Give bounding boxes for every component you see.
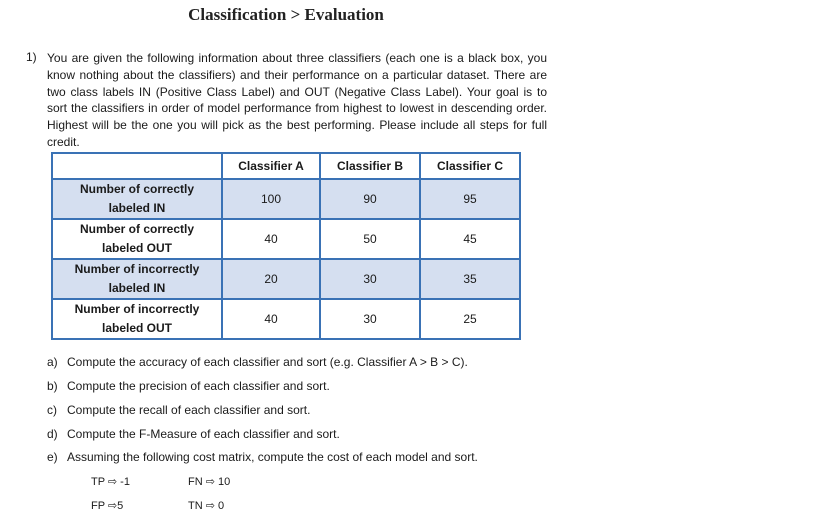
table-row xyxy=(52,179,520,219)
table-cell: 100 xyxy=(222,179,320,219)
table-cell: 45 xyxy=(420,219,520,259)
table-corner-cell xyxy=(52,153,222,179)
table-cell: 30 xyxy=(320,259,420,299)
subquestion-e: e) Assuming the following cost matrix, compute the cost of each model and sort. xyxy=(47,450,478,464)
table-cell: 20 xyxy=(222,259,320,299)
subquestion-a: a) Compute the accuracy of each classifier and sort (e.g. Classifier A > B > C). xyxy=(47,355,468,369)
table-row xyxy=(52,219,520,259)
table-row xyxy=(52,259,520,299)
header-classifier-a: Classifier A xyxy=(222,153,320,179)
header-classifier-c: Classifier C xyxy=(420,153,520,179)
cost-tn: TN ⇨ 0 xyxy=(188,500,225,512)
table-header-row xyxy=(52,153,520,179)
row-label: Number of incorrectly labeled OUT xyxy=(52,299,222,339)
classifier-table xyxy=(51,152,521,340)
question-number: 1) xyxy=(26,50,37,64)
table-cell: 95 xyxy=(420,179,520,219)
header-classifier-b: Classifier B xyxy=(320,153,420,179)
row-label: Number of correctly labeled OUT xyxy=(52,219,222,259)
question-text: You are given the following information about three classifiers (each one is a black box, you know nothing about the classifiers) and their performance on a particular dataset. There are two class labels IN (Positive Class Label) and OUT (Negative Class Label). Your goal is to sort the classifiers in order of model performance from highest to lowest in descending order. Highest will be the one you will pick as the best performing. Please include all steps for full credit. xyxy=(47,51,547,149)
row-label: Number of correctly labeled IN xyxy=(52,179,222,219)
table-cell: 90 xyxy=(320,179,420,219)
subquestion-d: d) Compute the F-Measure of each classifier and sort. xyxy=(47,427,340,441)
row-label: Number of incorrectly labeled IN xyxy=(52,259,222,299)
table-cell: 40 xyxy=(222,299,320,339)
table-cell: 25 xyxy=(420,299,520,339)
table-cell: 30 xyxy=(320,299,420,339)
subquestion-c: c) Compute the recall of each classifier and sort. xyxy=(47,403,311,417)
table-row xyxy=(52,299,520,339)
table-cell: 50 xyxy=(320,219,420,259)
cost-fp: FP ⇨5 xyxy=(91,500,124,512)
cost-fn: FN ⇨ 10 xyxy=(188,476,231,488)
table-cell: 35 xyxy=(420,259,520,299)
cost-tp: TP ⇨ -1 xyxy=(91,476,130,488)
table-cell: 40 xyxy=(222,219,320,259)
subquestion-b: b) Compute the precision of each classifier and sort. xyxy=(47,379,330,393)
page-title: Classification > Evaluation xyxy=(188,5,384,24)
